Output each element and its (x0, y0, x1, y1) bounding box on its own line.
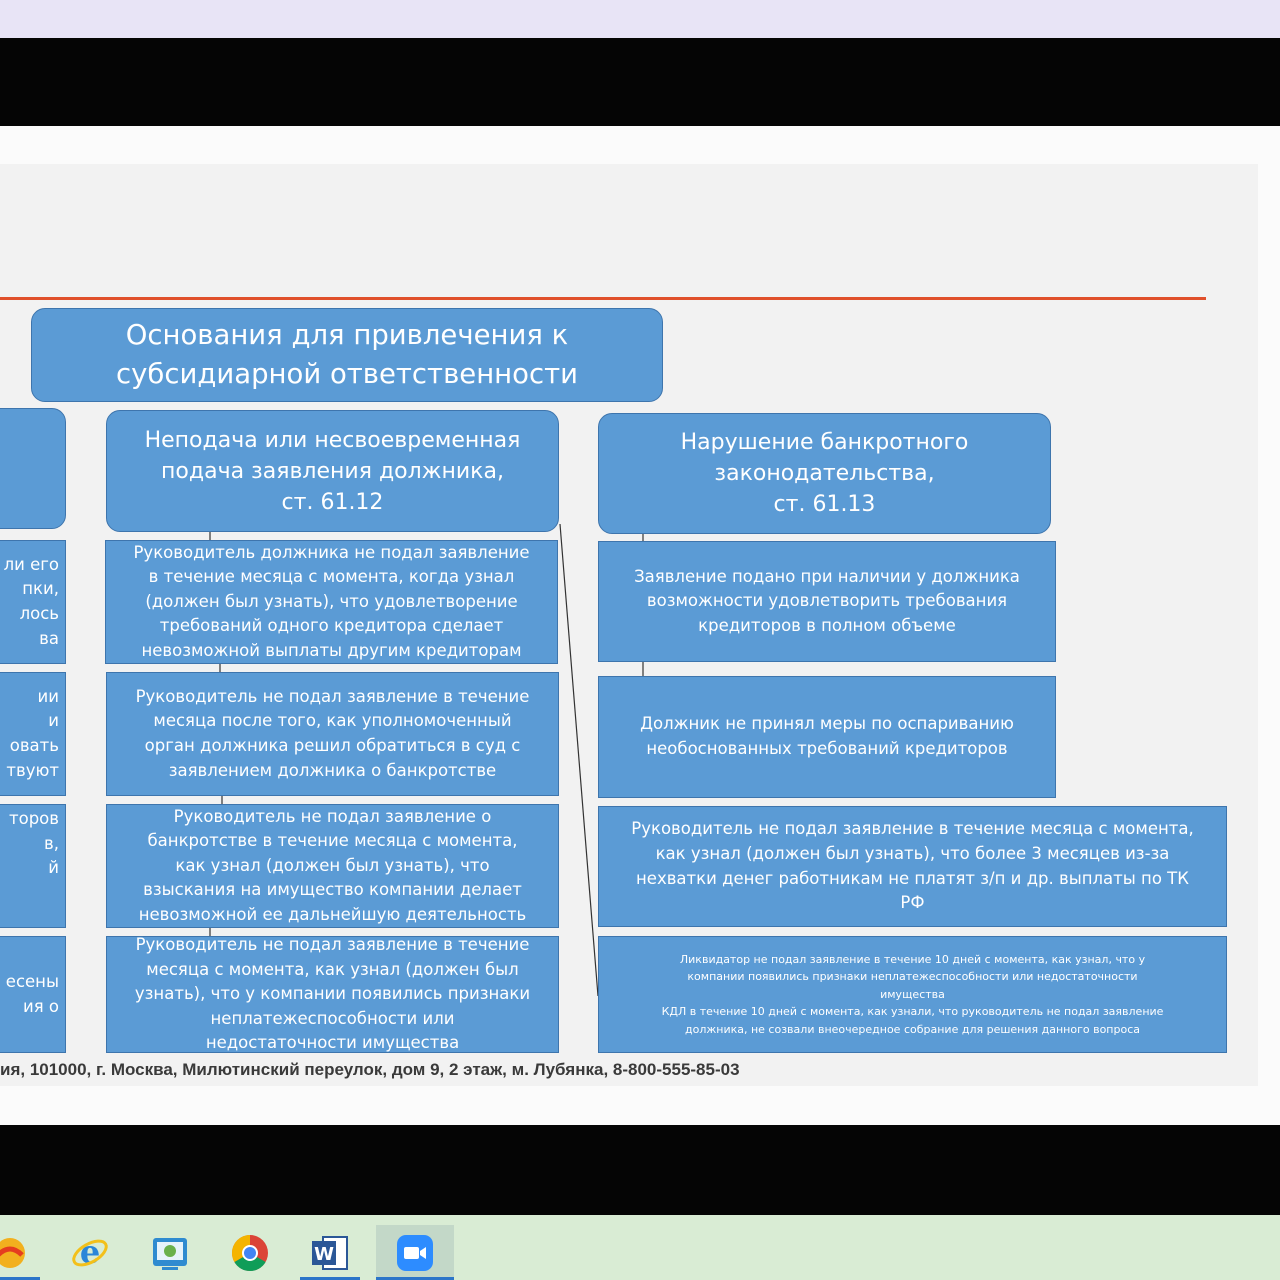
right-header-line-2: законодательства, (714, 461, 935, 486)
right-header-line-3: ст. 61.13 (773, 492, 876, 517)
left-item-4-line-1: есены (5, 971, 59, 991)
middle-item-3-line-2: банкротстве в течение месяца с момента, (147, 831, 518, 851)
left-item-3-line-2: в, (44, 833, 59, 853)
left-item-3-line-1: торов (9, 809, 59, 828)
left-item-2 (0, 672, 66, 796)
middle-item-2-line-2: месяца после того, как уполномоченный (153, 711, 512, 731)
middle-item-3-line-3: как узнал (должен был узнать), что (175, 855, 490, 875)
middle-item-3 (106, 804, 559, 928)
taskbar-app-yandex[interactable] (0, 1225, 40, 1280)
svg-text:e: e (79, 1232, 101, 1271)
left-item-4 (0, 936, 66, 1053)
right-item-2-line-2: необоснованных требований кредиторов (646, 739, 1008, 758)
left-item-2-line-1: ии (37, 686, 59, 706)
middle-item-1-line-3: (должен был узнать), что удовлетворение (145, 591, 518, 611)
yandex-browser-icon (0, 1235, 28, 1271)
right-item-4-line-3: имущества (880, 987, 945, 1001)
middle-item-4 (106, 936, 559, 1053)
right-header-line-1: Нарушение банкротного (680, 430, 969, 455)
left-item-2-line-4: твуют (6, 760, 59, 780)
taskbar-app-zoom[interactable] (376, 1225, 454, 1280)
middle-item-2 (106, 672, 559, 796)
skype-meeting-icon (150, 1233, 190, 1273)
right-item-3-line-2: как узнал (должен был узнать), что более 3 месяцев из-за (655, 843, 1170, 863)
left-item-2-line-2: и (48, 711, 59, 731)
left-item-1 (0, 540, 66, 664)
right-item-1-line-2: возможности удовлетворить требования (646, 591, 1008, 611)
middle-item-1-line-5: невозможной выплаты другим кредиторам (141, 640, 522, 660)
right-item-1-line-3: кредиторов в полном объеме (698, 615, 956, 635)
left-item-2-line-3: овать (9, 736, 59, 755)
left-item-3-line-3: й (48, 858, 59, 878)
right-item-4 (598, 936, 1227, 1053)
middle-item-4-line-1: Руководитель не подал заявление в течение (135, 936, 530, 955)
left-item-4-line-2: ия о (23, 996, 59, 1016)
right-item-4-line-1: Ликвидатор не подал заявление в течение 10 дней с момента, как узнал, что у (679, 952, 1146, 966)
right-item-3 (598, 806, 1227, 927)
taskbar-app-ie[interactable] (60, 1225, 120, 1280)
left-item-1-line-4: ва (39, 628, 59, 648)
right-item-2-line-1: Должник не принял меры по оспариванию (640, 714, 1014, 734)
chrome-icon (230, 1233, 270, 1273)
middle-item-1-line-1: Руководитель должника не подал заявление (133, 542, 530, 562)
left-item-1-line-1: ли его (3, 554, 59, 574)
middle-header-line-1: Неподача или несвоевременная (144, 427, 521, 453)
right-item-3-line-4: РФ (900, 893, 925, 913)
middle-item-4-line-3: узнать), что у компании появились признаки (134, 984, 531, 1004)
middle-item-1 (105, 540, 558, 664)
taskbar-app-chrome[interactable] (220, 1225, 280, 1280)
left-item-3 (0, 804, 66, 928)
middle-item-3-line-4: взыскания на имущество компании делает (143, 880, 522, 900)
video-letterbox-top (0, 38, 1280, 126)
right-item-2 (598, 676, 1056, 798)
taskbar-app-meeting[interactable] (140, 1225, 200, 1280)
title-underline (0, 297, 1206, 300)
right-item-1 (598, 541, 1056, 662)
root-line-1: Основания для привлечения к (125, 319, 569, 351)
middle-item-1-line-2: в течение месяца с момента, когда узнал (148, 567, 515, 587)
internet-explorer-icon (70, 1233, 110, 1273)
right-item-3-line-1: Руководитель не подал заявление в течение месяца с момента, (631, 819, 1194, 839)
middle-header-line-2: подача заявления должника, (161, 458, 504, 484)
taskbar-app-word[interactable] (300, 1225, 360, 1280)
middle-item-2-line-4: заявлением должника о банкротстве (168, 760, 497, 780)
right-header-box (598, 413, 1051, 534)
middle-item-4-line-4: неплатежеспособности или (210, 1008, 455, 1028)
zoom-icon (395, 1233, 435, 1273)
root-line-2: субсидиарной ответственности (115, 358, 578, 390)
right-item-1-line-1: Заявление подано при наличии у должника (634, 566, 1020, 586)
right-item-4-line-5: должника, не созвали внеочередное собрание для решения данного вопроса (684, 1022, 1140, 1036)
right-item-4-line-2: компании появились признаки неплатежеспособности или недостаточности (687, 970, 1138, 984)
middle-item-4-line-2: месяца с момента, как узнал (должен был (146, 959, 519, 979)
middle-item-3-line-5: невозможной ее дальнейшую деятельность (138, 904, 527, 924)
left-header-box (0, 408, 66, 529)
svg-text:W: W (314, 1243, 334, 1265)
left-item-1-line-2: пки, (22, 579, 59, 599)
top-strip (0, 0, 1280, 38)
middle-header-line-3: ст. 61.12 (281, 489, 384, 515)
middle-header-box (106, 410, 559, 532)
slide-footer: ия, 101000, г. Москва, Милютинский переулок, дом 9, 2 этаж, м. Лубянка, 8-800-555-85-03 (0, 1060, 740, 1079)
left-item-1-line-3: лось (19, 604, 59, 623)
video-letterbox-bottom (0, 1125, 1280, 1215)
middle-item-1-line-4: требований одного кредитора сделает (159, 616, 504, 636)
word-icon (309, 1233, 351, 1273)
right-item-3-line-3: нехватки денег работникам не платят з/п и др. выплаты по ТК (636, 868, 1189, 888)
taskbar (0, 1215, 1280, 1280)
middle-item-4-line-5: недостаточности имущества (205, 1033, 460, 1053)
middle-item-2-line-1: Руководитель не подал заявление в течение (135, 686, 530, 706)
middle-item-3-line-1: Руководитель не подал заявление о (173, 806, 492, 826)
shared-screen (0, 126, 1280, 1125)
right-item-4-line-4: КДЛ в течение 10 дней с момента, как узнали, что руководитель не подал заявление (661, 1005, 1164, 1019)
middle-item-2-line-3: орган должника решил обратиться в суд с (144, 736, 521, 755)
root-box (31, 308, 663, 402)
